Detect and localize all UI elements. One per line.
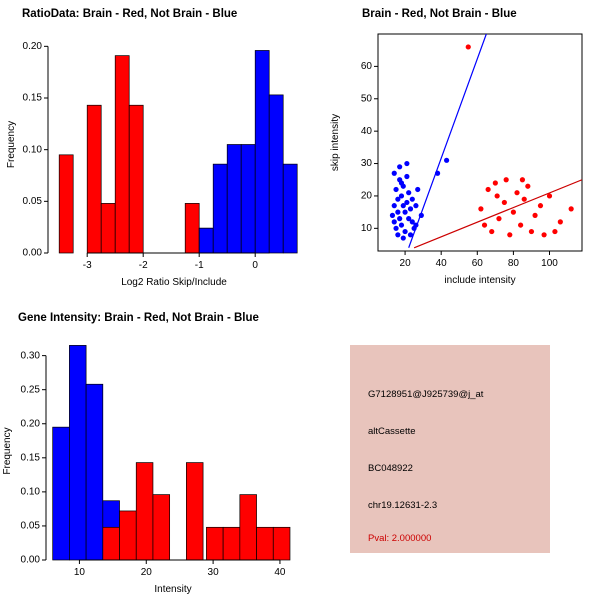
histogram-bar [101, 203, 115, 253]
x-tick-label: 80 [507, 258, 519, 269]
scatter-point [395, 232, 400, 237]
histogram-bar [199, 228, 213, 253]
fit-line [414, 180, 582, 248]
y-tick-label: 0.30 [20, 350, 40, 362]
histogram-bar [59, 155, 73, 253]
histogram-bar [223, 527, 240, 560]
scatter-point [552, 229, 557, 234]
ratio-histogram-title: RatioData: Brain - Red, Not Brain - Blue [22, 8, 238, 20]
x-tick-label: -1 [194, 260, 204, 271]
ratio-histogram-panel [0, 8, 320, 298]
histogram-bar [103, 527, 120, 560]
scatter-point [402, 210, 407, 215]
scatter-point [393, 226, 398, 231]
x-tick-label: 20 [399, 258, 411, 269]
scatter-point [415, 187, 420, 192]
x-tick-label: -2 [138, 260, 148, 271]
scatter-point [397, 164, 402, 169]
histogram-bar [120, 511, 137, 560]
x-tick-label: -3 [82, 260, 92, 271]
x-tick-label: 100 [541, 258, 558, 269]
histogram-bar [153, 495, 170, 560]
x-axis-label: include intensity [444, 275, 516, 286]
scatter-point [514, 190, 519, 195]
scatter-point [511, 210, 516, 215]
histogram-bar [186, 463, 203, 560]
y-tick-label: 0.25 [20, 384, 40, 396]
y-tick-label: 10 [360, 222, 372, 234]
scatter-point [392, 219, 397, 224]
x-tick-label: 20 [140, 567, 152, 578]
scatter-point [507, 232, 512, 237]
histogram-bar [53, 427, 70, 560]
x-tick-label: 60 [471, 258, 483, 269]
pval-text: Pval: 2.000000 [368, 533, 432, 544]
probe-id-text: G7128951@J925739@j_at [368, 389, 484, 400]
scatter-point [496, 216, 501, 221]
scatter-point [478, 206, 483, 211]
scatter-point [404, 161, 409, 166]
x-tick-label: 10 [73, 567, 85, 578]
histogram-bar [283, 164, 297, 253]
scatter-point [522, 197, 527, 202]
scatter-point [390, 213, 395, 218]
scatter-point [532, 213, 537, 218]
y-axis-label: Frequency [2, 427, 13, 475]
scatter-point [397, 216, 402, 221]
histogram-bar [69, 345, 86, 560]
event-type-text: altCassette [368, 426, 416, 437]
scatter-point [413, 203, 418, 208]
y-tick-label: 0.05 [20, 520, 40, 532]
histogram-bar [86, 384, 103, 560]
histogram-bar [273, 527, 290, 560]
scatter-point [504, 177, 509, 182]
y-tick-label: 0.20 [22, 40, 42, 52]
scatter-point [392, 203, 397, 208]
y-tick-label: 0.00 [20, 554, 40, 566]
y-tick-label: 50 [360, 93, 372, 105]
scatter-point [525, 184, 530, 189]
histogram-bar [206, 527, 223, 560]
scatter-point [502, 200, 507, 205]
scatter-point [399, 222, 404, 227]
scatter-point [493, 180, 498, 185]
scatter-point [520, 177, 525, 182]
gene-histogram-title: Gene Intensity: Brain - Red, Not Brain - Blue [18, 312, 259, 324]
scatter-point [482, 222, 487, 227]
ratio-histogram-plot [0, 8, 320, 298]
scatter-point [538, 203, 543, 208]
histogram-bar [227, 145, 241, 254]
scatter-point [392, 171, 397, 176]
y-tick-label: 0.20 [20, 418, 40, 430]
histogram-bar [269, 95, 283, 253]
scatter-plot [320, 8, 600, 298]
histogram-bar [129, 105, 143, 253]
scatter-point [406, 190, 411, 195]
scatter-point [404, 200, 409, 205]
y-tick-label: 0.10 [22, 144, 42, 156]
x-tick-label: 0 [252, 260, 258, 271]
x-tick-label: 40 [274, 567, 286, 578]
scatter-point [402, 229, 407, 234]
y-axis-label: skip intensity [330, 113, 341, 172]
histogram-bar [185, 203, 199, 253]
scatter-point [435, 171, 440, 176]
histogram-bar [255, 50, 269, 253]
scatter-point [408, 206, 413, 211]
scatter-point [558, 219, 563, 224]
y-tick-label: 0.15 [22, 92, 42, 104]
x-axis-label: Intensity [154, 584, 192, 595]
y-tick-label: 0.05 [22, 195, 42, 207]
scatter-point [569, 206, 574, 211]
x-tick-label: 30 [207, 567, 219, 578]
scatter-point [518, 222, 523, 227]
scatter-point [413, 222, 418, 227]
scatter-point [404, 174, 409, 179]
y-tick-label: 20 [360, 190, 372, 202]
y-tick-label: 0.00 [22, 247, 42, 259]
histogram-bar [115, 56, 129, 253]
annotation-info-box [350, 345, 550, 553]
scatter-point [399, 193, 404, 198]
histogram-bar [87, 105, 101, 253]
scatter-point [495, 193, 500, 198]
scatter-point [529, 229, 534, 234]
x-tick-label: 40 [435, 258, 447, 269]
y-tick-label: 60 [360, 61, 372, 73]
scatter-point [486, 187, 491, 192]
scatter-point [419, 213, 424, 218]
scatter-point [547, 193, 552, 198]
y-axis-label: Frequency [6, 120, 17, 169]
scatter-point [393, 187, 398, 192]
scatter-point [399, 180, 404, 185]
scatter-point [489, 229, 494, 234]
y-tick-label: 0.15 [20, 452, 40, 464]
gene-histogram-panel [0, 312, 330, 600]
scatter-panel [320, 8, 600, 298]
gene-histogram-plot [0, 312, 330, 600]
histogram-bar [241, 145, 255, 254]
scatter-title: Brain - Red, Not Brain - Blue [362, 8, 517, 20]
scatter-point [408, 232, 413, 237]
scatter-point [395, 210, 400, 215]
scatter-point [541, 232, 546, 237]
histogram-bar [257, 527, 274, 560]
histogram-bar [136, 463, 153, 560]
histogram-bar [213, 164, 227, 253]
y-tick-label: 40 [360, 125, 372, 137]
scatter-point [401, 235, 406, 240]
y-tick-label: 30 [360, 158, 372, 170]
histogram-bar [240, 495, 257, 560]
x-axis-label: Log2 Ratio Skip/Include [121, 277, 227, 288]
scatter-point [444, 158, 449, 163]
locus-text: chr19.12631-2.3 [368, 500, 438, 511]
scatter-point [410, 197, 415, 202]
scatter-point [466, 44, 471, 49]
accession-text: BC048922 [368, 463, 413, 474]
y-tick-label: 0.10 [20, 486, 40, 498]
